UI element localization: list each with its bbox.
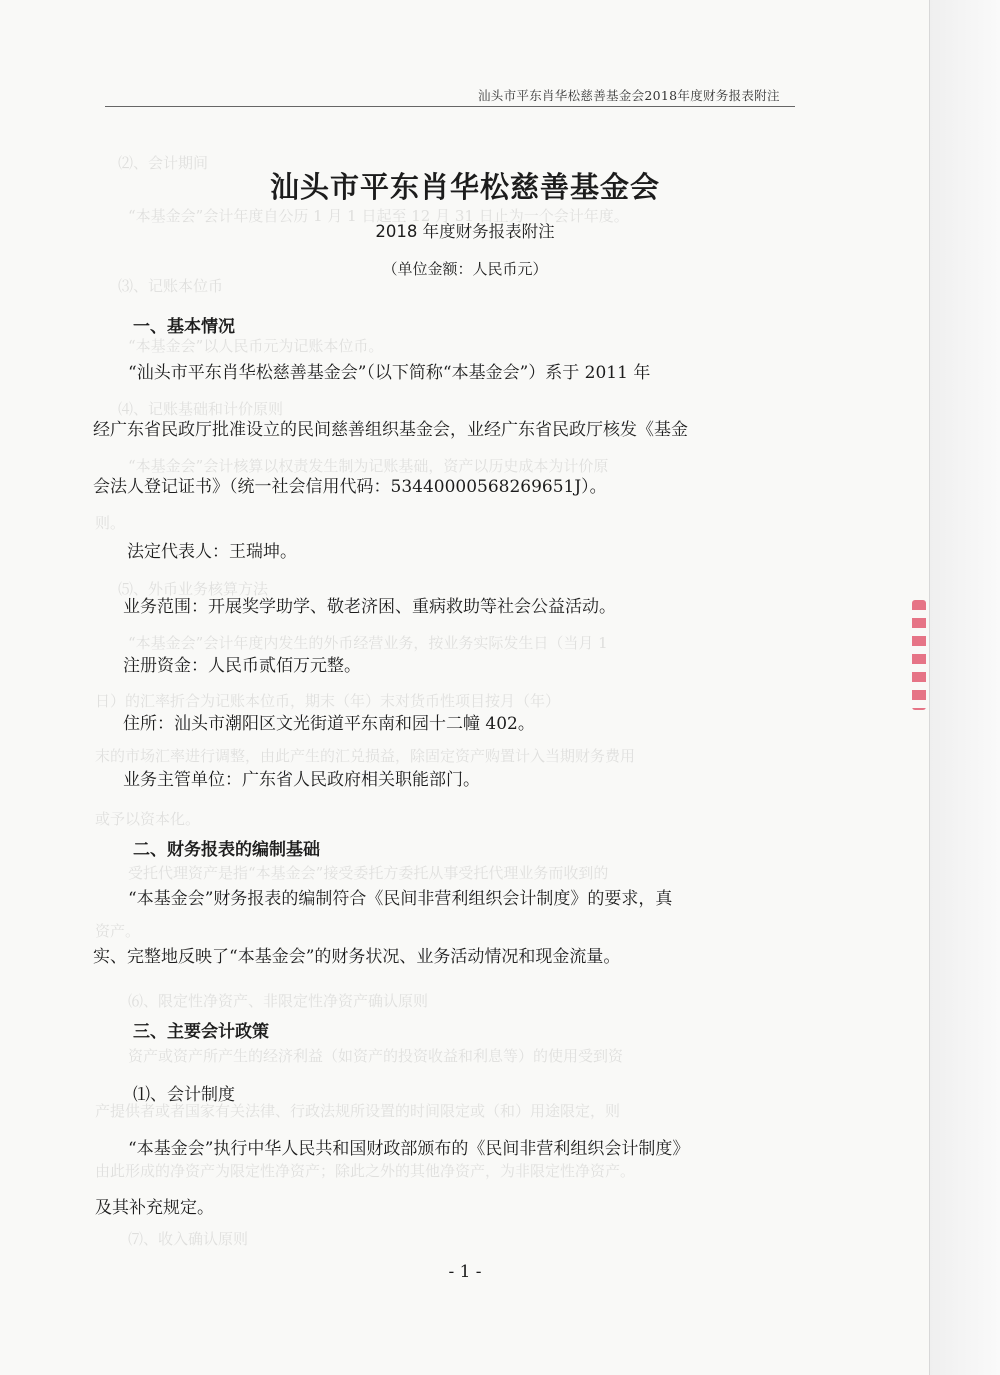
bleed-through-text: 资产或资产所产生的经济利益（如资产的投资收益和利息等）的使用受到资 — [128, 1047, 624, 1065]
registered-capital: 注册资金：人民币贰佰万元整。 — [123, 656, 361, 676]
paragraph-line: “汕头市平东肖华松慈善基金会”（以下简称“本基金会”）系于 2011 年 — [128, 363, 651, 383]
bleed-through-text: “本基金会”以人民币元为记账本位币。 — [128, 337, 384, 355]
bleed-through-text: “本基金会”会计年度自公历 1 月 1 日起至 12 月 31 日止为一个会计年度。 — [128, 207, 629, 225]
page-number: - 1 - — [448, 1262, 482, 1282]
bleed-through-text: 资产。 — [95, 922, 141, 940]
paragraph-line: “本基金会”执行中华人民共和国财政部颁布的《民间非营利组织会计制度》 — [128, 1139, 690, 1159]
bleed-through-text: 或予以资本化。 — [95, 810, 201, 828]
bleed-through-text: 受托代理资产是指“本基金会”接受委托方委托从事受托代理业务而收到的 — [128, 864, 609, 882]
bleed-through-text: “本基金会”会计年度内发生的外币经营业务，按业务实际发生日（当月 1 — [128, 634, 608, 652]
business-scope: 业务范围：开展奖学助学、敬老济困、重病救助等社会公益活动。 — [123, 597, 616, 617]
bleed-through-text: ⑵、会计期间 — [118, 154, 209, 172]
paragraph-line: 经广东省民政厅批准设立的民间慈善组织基金会，业经广东省民政厅核发《基金 — [93, 420, 688, 440]
section-heading-policies: 三、主要会计政策 — [133, 1022, 269, 1042]
bleed-through-text: 日）的汇率折合为记账本位币，期末（年）末对货币性项目按月（年） — [95, 692, 561, 710]
document-title: 汕头市平东肖华松慈善基金会 — [269, 170, 660, 204]
legal-representative: 法定代表人：王瑞坤。 — [127, 542, 297, 562]
paragraph-line: 会法人登记证书》（统一社会信用代码：53440000568269651J）。 — [93, 477, 607, 497]
paragraph-line: 及其补充规定。 — [95, 1198, 214, 1218]
seal-stamp-fragment — [912, 600, 926, 710]
bleed-through-text: ⑶、记账本位币 — [118, 277, 224, 295]
bleed-through-text: 产提供者或者国家有关法律、行政法规所设置的时间限定或（和）用途限定，则 — [95, 1102, 621, 1120]
bleed-through-text: 则。 — [95, 514, 126, 532]
bleed-through-text: ⑷、记账基础和计价原则 — [118, 400, 284, 418]
section-heading-basic-info: 一、基本情况 — [133, 317, 235, 337]
bleed-through-text: ⑺、收入确认原则 — [128, 1230, 249, 1248]
bleed-through-text: 由此形成的净资产为限定性净资产；除此之外的其他净资产，为非限定性净资产。 — [95, 1162, 636, 1180]
address: 住所：汕头市潮阳区文光街道平东南和园十二幢 402。 — [123, 714, 535, 734]
bleed-through-text: “本基金会”会计核算以权责发生制为记账基础，资产以历史成本为计价原 — [128, 457, 609, 475]
paragraph-line: 实、完整地反映了“本基金会”的财务状况、业务活动情况和现金流量。 — [93, 947, 621, 967]
header-rule — [105, 106, 795, 107]
bleed-through-text: ⑹、限定性净资产、非限定性净资产确认原则 — [128, 992, 429, 1010]
running-header: 汕头市平东肖华松慈善基金会2018年度财务报表附注 — [478, 88, 780, 103]
subsection-heading-accounting-system: ⑴、会计制度 — [133, 1085, 235, 1105]
unit-note: （单位金额：人民币元） — [382, 260, 548, 278]
paragraph-line: “本基金会”财务报表的编制符合《民间非营利组织会计制度》的要求，真 — [128, 889, 673, 909]
bleed-through-text: ⑸、外币业务核算方法 — [118, 580, 269, 598]
section-heading-basis: 二、财务报表的编制基础 — [133, 840, 320, 860]
document-subtitle: 2018 年度财务报表附注 — [375, 222, 555, 241]
page-edge — [930, 0, 1000, 1375]
supervising-unit: 业务主管单位：广东省人民政府相关职能部门。 — [123, 770, 480, 790]
bleed-through-text: 末的市场汇率进行调整，由此产生的汇兑损益，除固定资产购置计入当期财务费用 — [95, 747, 636, 765]
